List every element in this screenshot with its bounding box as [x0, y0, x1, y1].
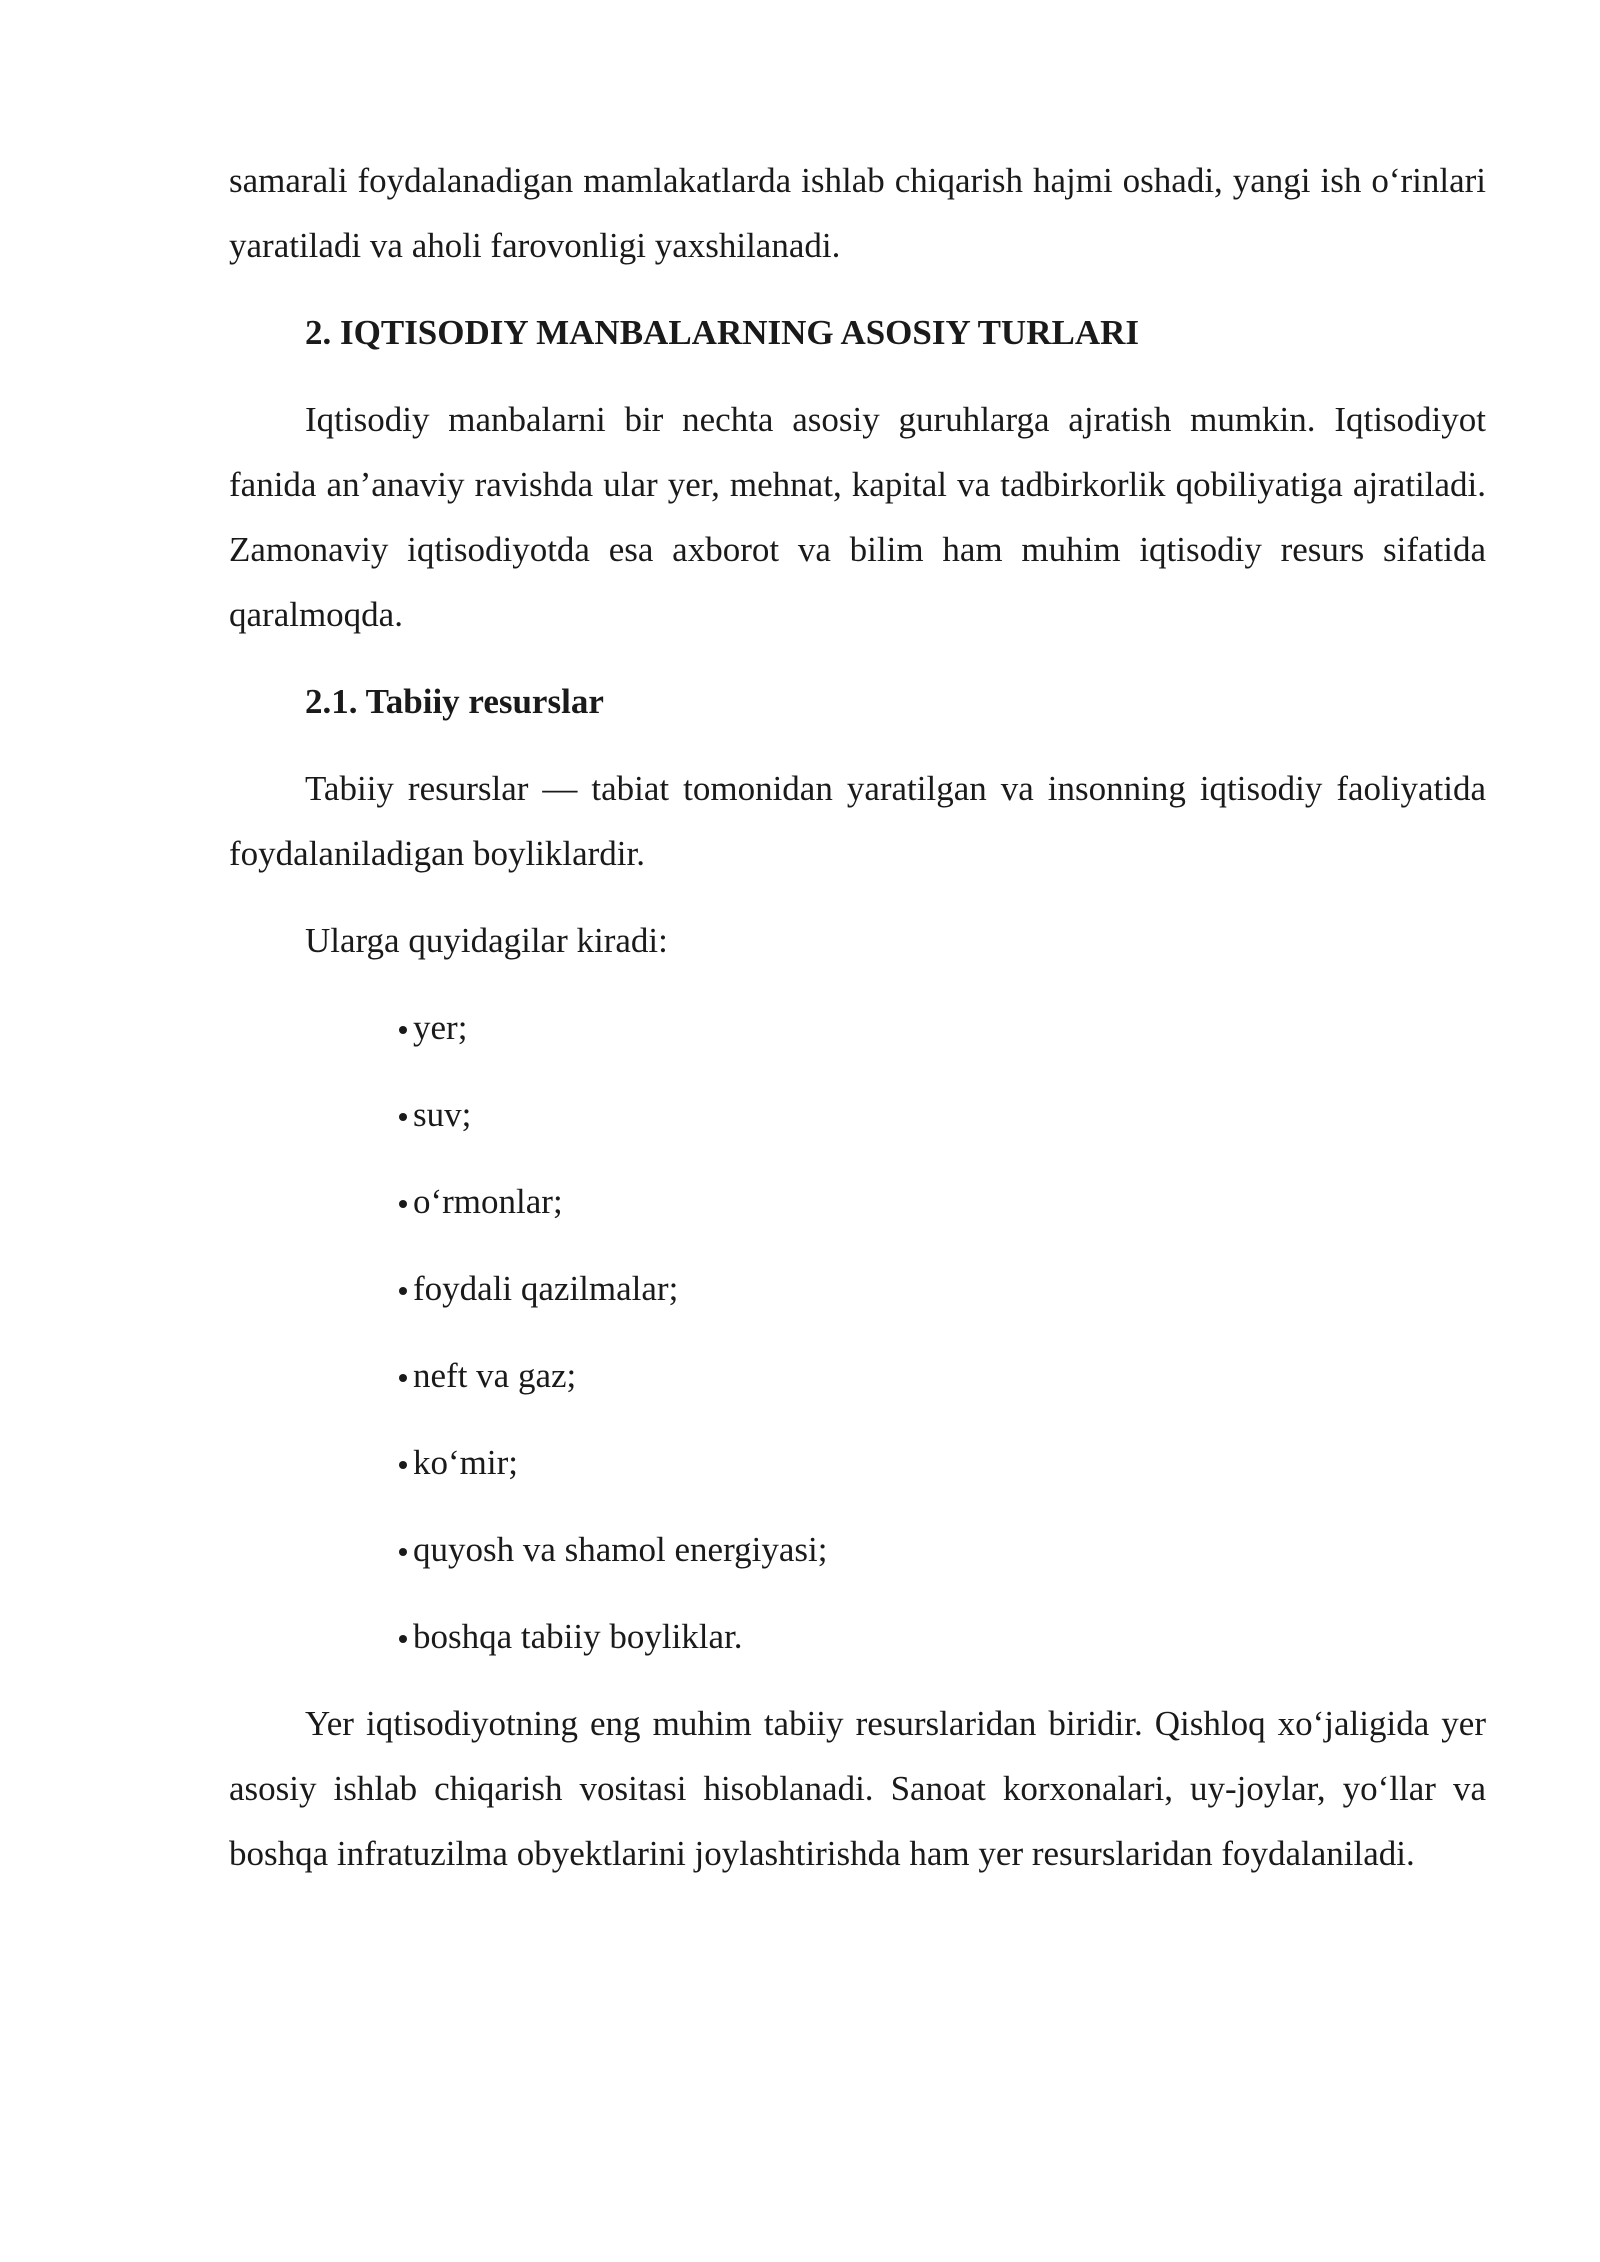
section-heading: 2. IQTISODIY MANBALARNING ASOSIY TURLARI [305, 313, 1140, 352]
list-item [399, 1517, 1486, 1582]
list-item [399, 1343, 1486, 1408]
definition-paragraph: Tabiiy resurslar — tabiat tomonidan yaratilgan va insonning iqtisodiy faoliyatida foydalaniladigan boyliklardir. [229, 769, 1486, 873]
subsection-heading: 2.1. Tabiiy resurslar [305, 682, 604, 721]
bullet-icon [399, 1113, 407, 1121]
list-item-text: yer; [413, 1008, 468, 1047]
section-intro-paragraph: Iqtisodiy manbalarni bir nechta asosiy guruhlarga ajratish mumkin. Iqtisodiyot fanida an’anaviy ravishda ular yer, mehnat, kapital va tadbirkorlik qobiliyatiga ajratiladi. Zamonaviy iqtisodiyotda esa axborot va bilim ham muhim iqtisodiy resurs sifatida qaralmoqda. [229, 400, 1486, 634]
list-item [399, 1604, 1486, 1669]
list-item-text: quyosh va shamol energiyasi; [413, 1530, 828, 1569]
bullet-icon [399, 1200, 407, 1208]
bullet-icon [399, 1287, 407, 1295]
bullet-icon [399, 1461, 407, 1469]
list-item-text: ko‘mir; [413, 1443, 518, 1482]
list-item-text: o‘rmonlar; [413, 1182, 563, 1221]
bullet-icon [399, 1026, 407, 1034]
bullet-icon [399, 1548, 407, 1556]
list-item [399, 1256, 1486, 1321]
list-item [399, 1169, 1486, 1234]
list-intro: Ularga quyidagilar kiradi: [305, 921, 668, 960]
list-item [399, 1082, 1486, 1147]
bullet-icon [399, 1374, 407, 1382]
list-item-text: suv; [413, 1095, 472, 1134]
bullet-icon [399, 1635, 407, 1643]
list-item-text: boshqa tabiiy boyliklar. [413, 1617, 743, 1656]
continued-paragraph: samarali foydalanadigan mamlakatlarda ishlab chiqarish hajmi oshadi, yangi ish o‘rinlari yaratiladi va aholi farovonligi yaxshilanadi. [229, 161, 1486, 265]
closing-paragraph: Yer iqtisodiyotning eng muhim tabiiy resurslaridan biridir. Qishloq xo‘jaligida yer asosiy ishlab chiqarish vositasi hisoblanadi. Sanoat korxonalari, uy-joylar, yo‘llar va boshqa infratuzilma obyektlarini joylashtirishda ham yer resurslaridan foydalaniladi. [229, 1704, 1486, 1873]
document-page [229, 148, 1486, 1886]
list-item [399, 995, 1486, 1060]
list-item-text: neft va gaz; [413, 1356, 577, 1395]
list-item-text: foydali qazilmalar; [413, 1269, 679, 1308]
resource-list [229, 995, 1486, 1669]
list-item [399, 1430, 1486, 1495]
